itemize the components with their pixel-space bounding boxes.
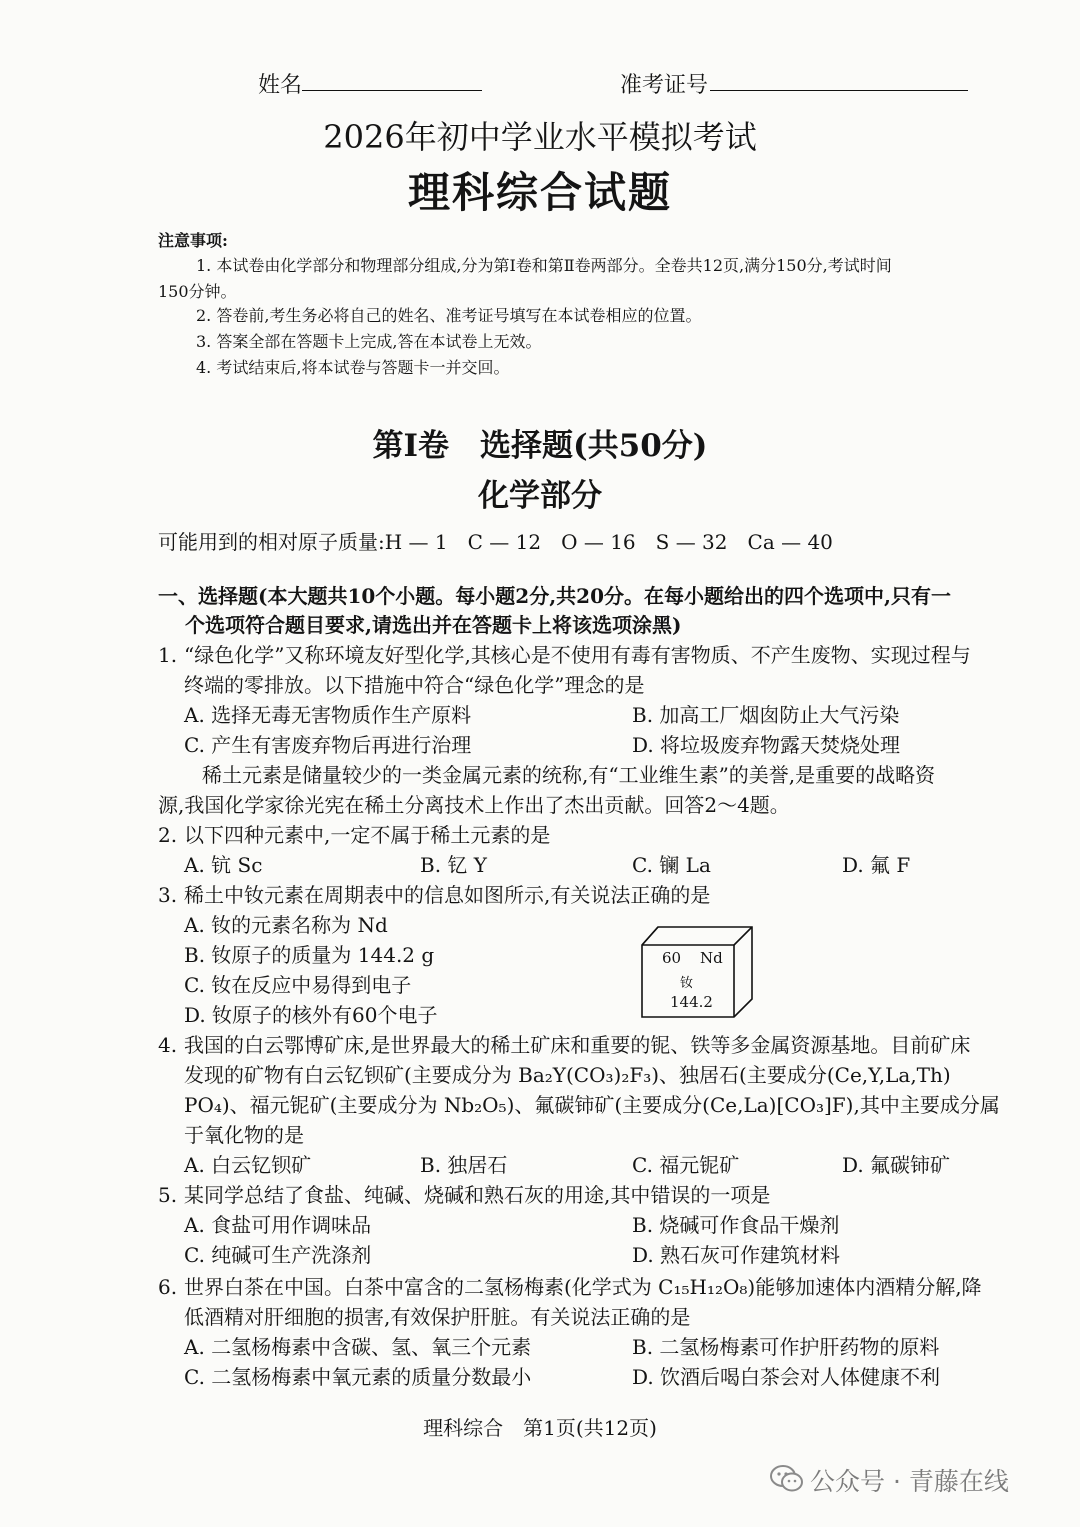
watermark-text: 公众号 · 青藤在线 bbox=[810, 1467, 1009, 1496]
part-heading-cont: 个选项符合题目要求,请选出并在答题卡上将该选项涂黑) bbox=[185, 613, 682, 637]
option-b: B. 钕原子的质量为 144.2 g bbox=[184, 943, 435, 967]
page-footer: 理科综合 第1页(共12页) bbox=[423, 1416, 657, 1440]
option-c: C. 镧 La bbox=[632, 853, 711, 877]
question-4: 4. 我国的白云鄂博矿床,是世界最大的稀土矿床和重要的铌、铁等多金属资源基地。目前矿床 发现的矿物有白云钇钡矿(主要成分为 Ba₂Y(CO₃)₂F₃)、独居石(主要成分(Ce,Y,La,Th) PO₄)、福元铌矿(主要成分为 Nb₂O₅)、氟碳铈矿(主要成分(Ce,La)[CO₃]F),其中主要成分属 于氧化物的是 A. 白云钇钡矿 B. 独居石 C. 福元铌矿 D. 氟碳铈矿 bbox=[158, 1030, 1068, 1180]
passage-intro: 稀土元素是储量较少的一类金属元素的统称,有“工业维生素”的美誉,是重要的战略资 源,我国化学家徐光宪在稀土分离技术上作出了杰出贡献。回答2～4题。 bbox=[158, 763, 936, 817]
option-d: D. 饮酒后喝白茶会对人体健康不利 bbox=[632, 1365, 941, 1389]
element-symbol: Nd bbox=[700, 949, 723, 967]
question-1: 1. “绿色化学”又称环境友好型化学,其核心是不使用有毒有害物质、不产生废物、实现过程与 终端的零排放。以下措施中符合“绿色化学”理念的是 A. 选择无毒无害物质作生产原料 B. 加高工厂烟囱防止大气污染 C. 产生有害废弃物后再进行治理 D. 将垃圾废弃物露天焚烧处理 bbox=[158, 640, 1068, 760]
notes-heading: 注意事项: bbox=[158, 231, 228, 250]
option-d: D. 氟碳铈矿 bbox=[842, 1153, 951, 1177]
option-c: C. 产生有害废弃物后再进行治理 bbox=[184, 733, 472, 757]
option-a: A. 钕的元素名称为 Nd bbox=[184, 913, 388, 937]
name-line bbox=[302, 90, 482, 91]
note-item: 3. 答案全部在答题卡上完成,答在本试卷上无效。 bbox=[196, 332, 542, 351]
atomic-masses: 可能用到的相对原子质量:H — 1 C — 12 O — 16 S — 32 Ca — 40 bbox=[158, 530, 833, 554]
id-line bbox=[710, 90, 968, 91]
note-item: 1. 本试卷由化学部分和物理部分组成,分为第Ⅰ卷和第Ⅱ卷两部分。全卷共12页,满分150分,考试时间 bbox=[196, 256, 892, 275]
question-3: 3. 稀土中钕元素在周期表中的信息如图所示,有关说法正确的是 A. 钕的元素名称为 Nd B. 钕原子的质量为 144.2 g C. 钕在反应中易得到电子 D. 钕原子的核外有60个电子 bbox=[158, 880, 1068, 1030]
watermark bbox=[770, 1462, 1009, 1498]
option-a: A. 选择无毒无害物质作生产原料 bbox=[184, 703, 472, 727]
option-d: D. 将垃圾废弃物露天焚烧处理 bbox=[632, 733, 901, 757]
question-5: 5. 某同学总结了食盐、纯碱、烧碱和熟石灰的用途,其中错误的一项是 A. 食盐可用作调味品 B. 烧碱可作食品干燥剂 C. 纯碱可生产洗涤剂 D. 熟石灰可作建筑材料 bbox=[158, 1180, 1068, 1270]
option-a: A. 钪 Sc bbox=[184, 853, 263, 877]
option-b: B. 二氢杨梅素可作护肝药物的原料 bbox=[632, 1335, 940, 1359]
option-c: C. 钕在反应中易得到电子 bbox=[184, 973, 412, 997]
option-d: D. 氟 F bbox=[842, 853, 911, 877]
exam-title: 2026年初中学业水平模拟考试 bbox=[323, 118, 757, 156]
option-a: A. 白云钇钡矿 bbox=[184, 1153, 312, 1177]
option-b: B. 钇 Y bbox=[420, 853, 487, 877]
name-label: 姓名 bbox=[258, 73, 303, 98]
subject-title: 理科综合试题 bbox=[407, 168, 672, 217]
id-label: 准考证号 bbox=[620, 73, 709, 98]
option-d: D. 熟石灰可作建筑材料 bbox=[632, 1243, 841, 1267]
note-item: 150分钟。 bbox=[158, 282, 237, 301]
note-item: 2. 答卷前,考生务必将自己的姓名、准考证号填写在本试卷相应的位置。 bbox=[196, 306, 702, 325]
option-d: D. 钕原子的核外有60个电子 bbox=[184, 1003, 438, 1027]
section-subtitle: 化学部分 bbox=[478, 478, 602, 514]
option-a: A. 食盐可用作调味品 bbox=[184, 1213, 372, 1237]
element-name: 钕 bbox=[680, 976, 694, 991]
option-c: C. 纯碱可生产洗涤剂 bbox=[184, 1243, 372, 1267]
part-heading: 一、选择题(本大题共10个小题。每小题2分,共20分。在每小题给出的四个选项中,只有一 bbox=[158, 584, 951, 608]
element-cell-figure bbox=[640, 925, 760, 1025]
note-item: 4. 考试结束后,将本试卷与答题卡一并交回。 bbox=[196, 358, 510, 377]
atomic-mass: 144.2 bbox=[670, 993, 713, 1011]
wechat-icon bbox=[770, 1464, 804, 1500]
question-6: 6. 世界白茶在中国。白茶中富含的二氢杨梅素(化学式为 C₁₅H₁₂O₈)能够加速体内酒精分解,降 低酒精对肝细胞的损害,有效保护肝脏。有关说法正确的是 A. 二氢杨梅素中含碳、氢、氧三个元素 B. 二氢杨梅素可作护肝药物的原料 C. 二氢杨梅素中氧元素的质量分数最小 D. 饮酒后喝白茶会对人体健康不利 bbox=[158, 1272, 1068, 1392]
option-c: C. 福元铌矿 bbox=[632, 1153, 740, 1177]
question-2: 2. 以下四种元素中,一定不属于稀土元素的是 A. 钪 Sc B. 钇 Y C. 镧 La D. 氟 F bbox=[158, 820, 1068, 880]
option-c: C. 二氢杨梅素中氧元素的质量分数最小 bbox=[184, 1365, 532, 1389]
atomic-number: 60 bbox=[662, 949, 682, 967]
option-a: A. 二氢杨梅素中含碳、氢、氧三个元素 bbox=[184, 1335, 532, 1359]
option-b: B. 加高工厂烟囱防止大气污染 bbox=[632, 703, 900, 727]
section-title: 第Ⅰ卷 选择题(共50分) bbox=[372, 428, 708, 464]
option-b: B. 独居石 bbox=[420, 1153, 508, 1177]
option-b: B. 烧碱可作食品干燥剂 bbox=[632, 1213, 840, 1237]
